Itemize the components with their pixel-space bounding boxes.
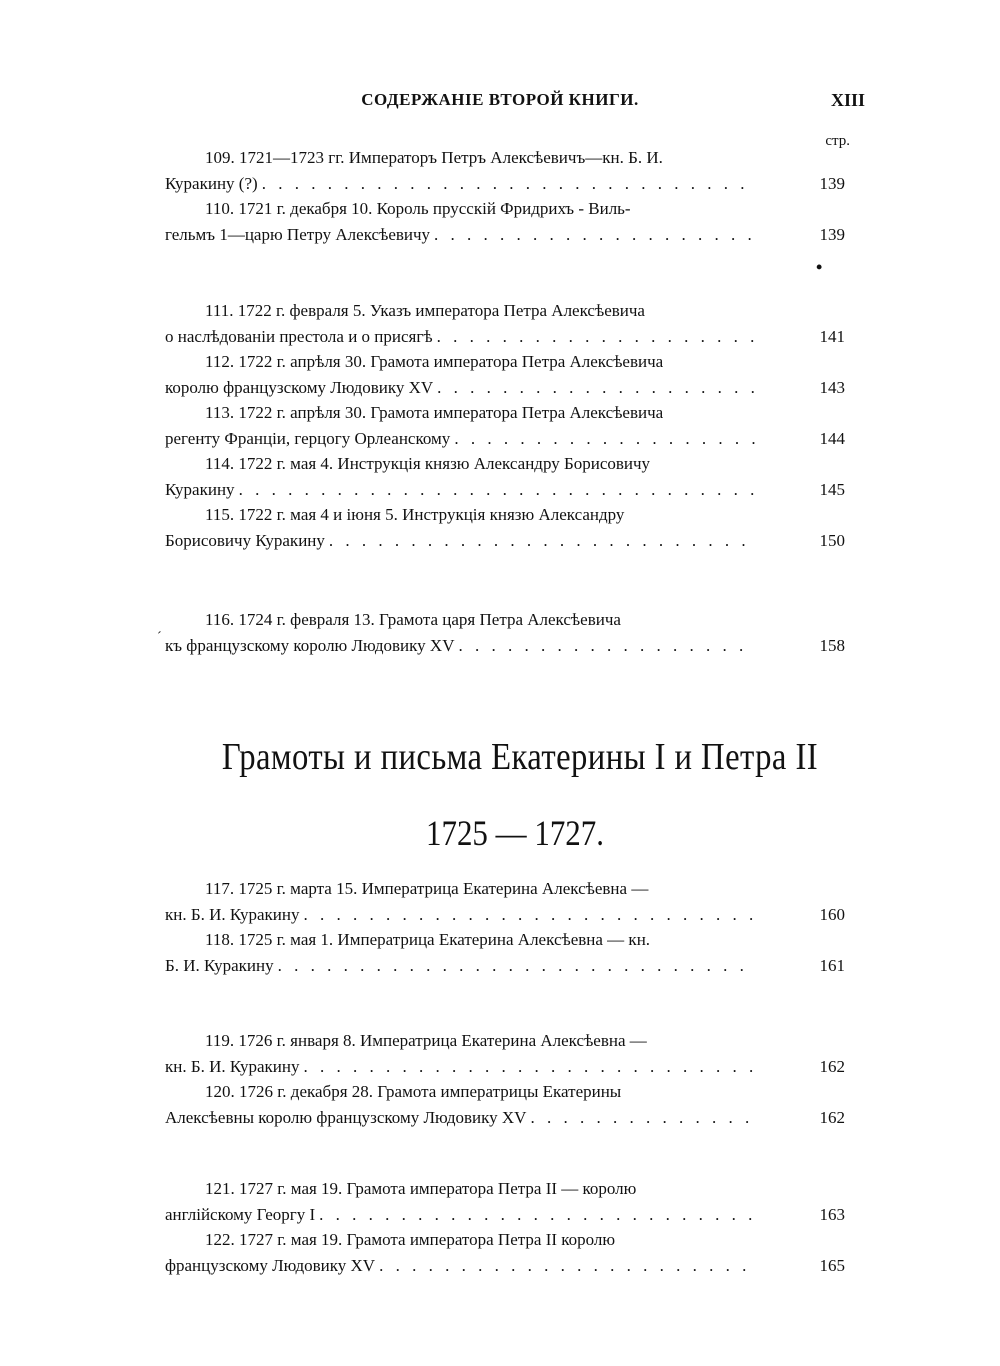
dot-leader bbox=[454, 633, 755, 659]
dot-leader bbox=[274, 953, 755, 979]
entry-continuation: Куракину (?) bbox=[165, 174, 258, 193]
section-years: 1725 — 1727. bbox=[425, 813, 605, 853]
dot-leader bbox=[450, 426, 755, 452]
dot-leader bbox=[433, 375, 755, 401]
toc-entry bbox=[165, 298, 845, 350]
entry-first-line: 121. 1727 г. мая 19. Грамота императора Петра II — королю bbox=[205, 1179, 637, 1198]
toc-entry bbox=[165, 400, 845, 452]
entry-first-line: 116. 1724 г. февраля 13. Грамота царя Петра Алексѣевича bbox=[205, 610, 621, 629]
toc-entry bbox=[165, 502, 845, 554]
dot-leader bbox=[526, 1105, 755, 1131]
entry-continuation: англійскому Георгу I bbox=[165, 1205, 316, 1224]
entry-continuation: Алексѣевны королю французскому Людовику XV bbox=[165, 1108, 527, 1127]
entry-page-number: 150 bbox=[819, 531, 845, 550]
toc-entry bbox=[165, 876, 845, 928]
toc-entry bbox=[165, 349, 845, 401]
entry-page-number: 145 bbox=[819, 480, 845, 499]
entry-page-number: 139 bbox=[819, 174, 845, 193]
entry-continuation: къ французскому королю Людовику XV bbox=[165, 636, 455, 655]
entry-continuation: гельмъ 1—царю Петру Алексѣевичу bbox=[165, 225, 431, 244]
dot-leader bbox=[235, 477, 755, 503]
entry-first-line: 112. 1722 г. апрѣля 30. Грамота императора Петра Алексѣевича bbox=[205, 352, 664, 371]
toc-entry bbox=[165, 145, 845, 197]
entry-continuation: Б. И. Куракину bbox=[165, 956, 274, 975]
entry-first-line: 120. 1726 г. декабря 28. Грамота императрицы Екатерины bbox=[205, 1082, 622, 1101]
toc-entry bbox=[165, 607, 845, 659]
dot-leader bbox=[299, 1054, 755, 1080]
entry-page-number: 144 bbox=[819, 429, 845, 448]
page-number: XIII bbox=[830, 90, 865, 110]
entry-first-line: 117. 1725 г. марта 15. Императрица Екатерина Алексѣевна — bbox=[205, 879, 649, 898]
dot-leader bbox=[299, 902, 755, 928]
page-column-label: стр. bbox=[825, 133, 850, 149]
dot-leader bbox=[325, 528, 755, 554]
entry-first-line: 111. 1722 г. февраля 5. Указъ императора Петра Алексѣевича bbox=[205, 301, 645, 320]
entry-first-line: 118. 1725 г. мая 1. Императрица Екатерина Алексѣевна — кн. bbox=[205, 930, 651, 949]
entry-first-line: 114. 1722 г. мая 4. Инструкція князю Александру Борисовичу bbox=[205, 454, 651, 473]
toc-entry bbox=[165, 927, 845, 979]
entry-page-number: 158 bbox=[819, 636, 845, 655]
dot-mark: • bbox=[816, 257, 823, 277]
entry-continuation: о наслѣдованіи престола и о присягѣ bbox=[165, 327, 433, 346]
entry-page-number: 141 bbox=[819, 327, 845, 346]
toc-entry bbox=[165, 1176, 845, 1228]
running-title: СОДЕРЖАНІЕ ВТОРОЙ КНИГИ. bbox=[361, 90, 639, 109]
dot-leader bbox=[430, 222, 755, 248]
entry-page-number: 160 bbox=[819, 905, 845, 924]
entry-page-number: 163 bbox=[819, 1205, 845, 1224]
entry-first-line: 115. 1722 г. мая 4 и іюня 5. Инструкція князю Александру bbox=[205, 505, 625, 524]
toc-entry bbox=[165, 1079, 845, 1131]
entry-first-line: 122. 1727 г. мая 19. Грамота императора Петра II королю bbox=[205, 1230, 616, 1249]
entry-page-number: 161 bbox=[819, 956, 845, 975]
section-title: Грамоты и письма Екатерины I и Петра II bbox=[221, 736, 819, 778]
toc-entry bbox=[165, 1028, 845, 1080]
dot-leader bbox=[258, 171, 755, 197]
entry-page-number: 143 bbox=[819, 378, 845, 397]
entry-first-line: 113. 1722 г. апрѣля 30. Грамота императора Петра Алексѣевича bbox=[205, 403, 664, 422]
entry-continuation: регенту Франціи, герцогу Орлеанскому bbox=[165, 429, 451, 448]
toc-entry bbox=[165, 1227, 845, 1279]
entry-first-line: 109. 1721—1723 гг. Императоръ Петръ Алексѣевичъ—кн. Б. И. bbox=[205, 148, 663, 167]
entry-page-number: 165 bbox=[819, 1256, 845, 1275]
entry-page-number: 139 bbox=[819, 225, 845, 244]
stray-mark: ´ bbox=[157, 630, 162, 645]
entry-page-number: 162 bbox=[819, 1057, 845, 1076]
entry-continuation: кн. Б. И. Куракину bbox=[165, 1057, 300, 1076]
toc-entry bbox=[165, 196, 845, 248]
dot-leader bbox=[315, 1202, 755, 1228]
dot-leader bbox=[375, 1253, 755, 1279]
entry-continuation: Борисовичу Куракину bbox=[165, 531, 325, 550]
entry-continuation: Куракину bbox=[165, 480, 235, 499]
entry-continuation: кн. Б. И. Куракину bbox=[165, 905, 300, 924]
dot-leader bbox=[433, 324, 755, 350]
entry-continuation: французскому Людовику XV bbox=[165, 1256, 376, 1275]
entry-first-line: 119. 1726 г. января 8. Императрица Екатерина Алексѣевна — bbox=[205, 1031, 647, 1050]
toc-entry bbox=[165, 451, 845, 503]
entry-first-line: 110. 1721 г. декабря 10. Король прусскій Фридрихъ - Виль- bbox=[205, 199, 631, 218]
entry-page-number: 162 bbox=[819, 1108, 845, 1127]
entry-continuation: королю французскому Людовику XV bbox=[165, 378, 434, 397]
